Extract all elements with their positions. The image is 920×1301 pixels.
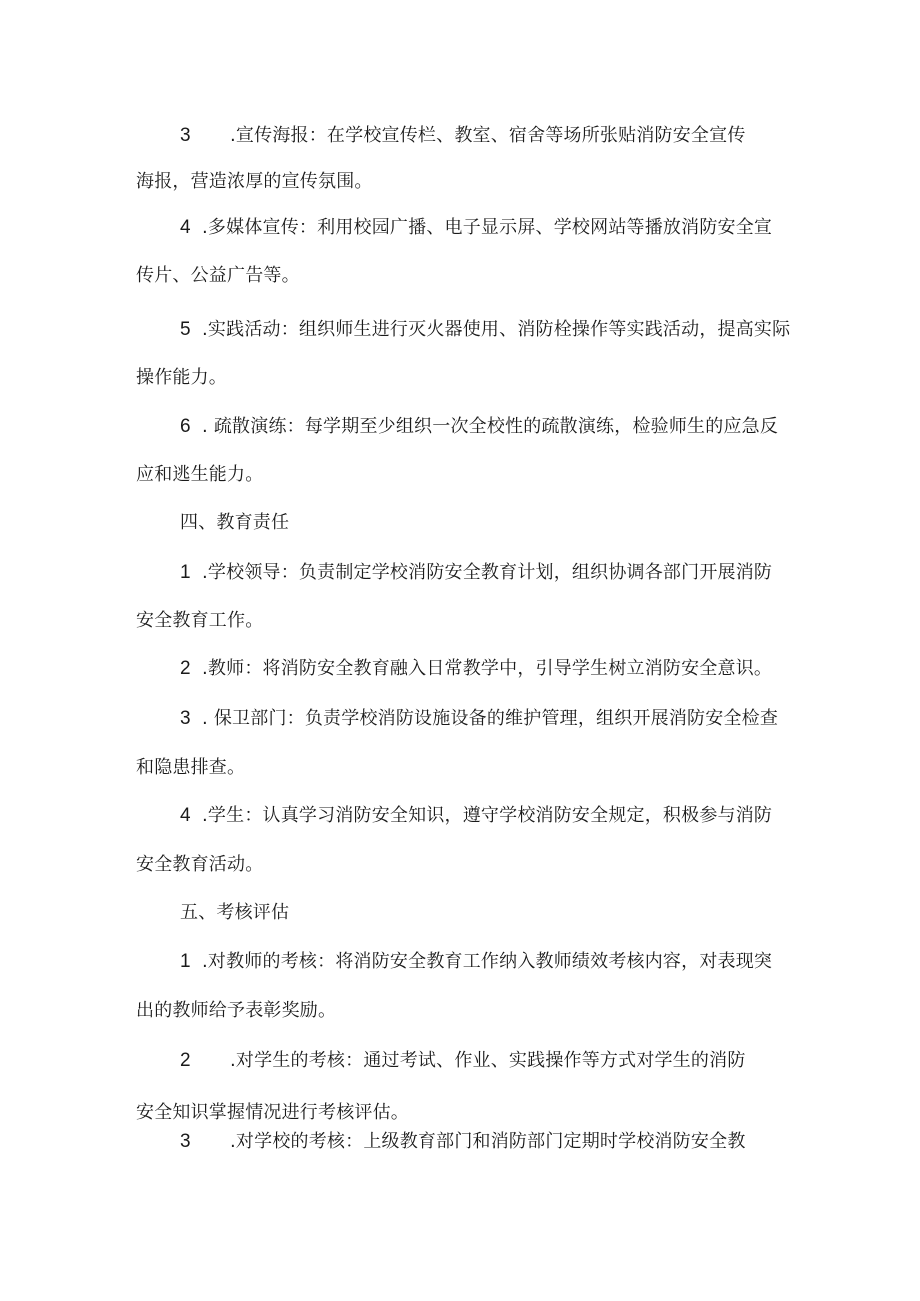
list-number: 6 bbox=[180, 416, 191, 437]
paragraph-line: 应和逃生能力。 bbox=[136, 464, 264, 485]
list-number: 3 bbox=[180, 1131, 191, 1152]
list-number: 3 bbox=[180, 125, 191, 146]
paragraph-text: . 保卫部门：负责学校消防设施设备的维护管理，组织开展消防安全检查 bbox=[202, 708, 779, 729]
list-number: 2 bbox=[180, 658, 191, 679]
paragraph-line bbox=[180, 804, 772, 828]
paragraph-line bbox=[180, 561, 772, 585]
paragraph-text: .对学校的考核：上级教育部门和消防部门定期时学校消防安全教 bbox=[230, 1131, 746, 1152]
paragraph-line: 海报，营造浓厚的宣传氛围。 bbox=[136, 171, 373, 192]
list-number: 1 bbox=[180, 562, 191, 583]
paragraph-text: .学生：认真学习消防安全知识，遵守学校消防安全规定，积极参与消防 bbox=[202, 805, 773, 826]
paragraph-line: 和隐患排查。 bbox=[136, 757, 246, 778]
section-heading: 四、教育责任 bbox=[180, 512, 290, 533]
paragraph-line: 安全教育活动。 bbox=[136, 854, 264, 875]
paragraph-text: .对学生的考核：通过考试、作业、实践操作等方式对学生的消防 bbox=[230, 1050, 746, 1071]
list-number: 3 bbox=[180, 708, 191, 729]
list-number: 2 bbox=[180, 1050, 191, 1071]
paragraph-line bbox=[180, 415, 778, 439]
paragraph-text: .实践活动：组织师生进行灭火器使用、消防栓操作等实践活动，提高实际 bbox=[202, 319, 791, 340]
paragraph-line bbox=[180, 124, 746, 148]
paragraph-text: .教师：将消防安全教育融入日常教学中，引导学生树立消防安全意识。 bbox=[202, 658, 773, 679]
paragraph-line: 传片、公益广告等。 bbox=[136, 265, 300, 286]
paragraph-line: 出的教师给予表彰奖励。 bbox=[136, 1000, 337, 1021]
paragraph-line bbox=[180, 1130, 746, 1154]
list-number: 5 bbox=[180, 319, 191, 340]
section-heading: 五、考核评估 bbox=[180, 902, 290, 923]
paragraph-line bbox=[180, 1049, 746, 1073]
paragraph-text: .宣传海报：在学校宣传栏、教室、宿舍等场所张贴消防安全宣传 bbox=[230, 125, 746, 146]
paragraph-text: .对教师的考核：将消防安全教育工作纳入教师绩效考核内容，对表现突 bbox=[202, 951, 773, 972]
paragraph-line bbox=[180, 216, 772, 240]
paragraph-line: 安全教育工作。 bbox=[136, 610, 264, 631]
list-number: 4 bbox=[180, 217, 191, 238]
paragraph-text: .学校领导：负责制定学校消防安全教育计划，组织协调各部门开展消防 bbox=[202, 562, 773, 583]
paragraph-line bbox=[180, 318, 790, 342]
paragraph-line: 操作能力。 bbox=[136, 367, 227, 388]
paragraph-text: . 疏散演练：每学期至少组织一次全校性的疏散演练，检验师生的应急反 bbox=[202, 416, 779, 437]
paragraph-text: .多媒体宣传：利用校园广播、电子显示屏、学校网站等播放消防安全宣 bbox=[202, 217, 773, 238]
paragraph-line bbox=[180, 657, 772, 681]
paragraph-line: 安全知识掌握情况进行考核评估。 bbox=[136, 1102, 409, 1123]
paragraph-line bbox=[180, 707, 778, 731]
paragraph-line bbox=[180, 950, 772, 974]
list-number: 1 bbox=[180, 951, 191, 972]
list-number: 4 bbox=[180, 805, 191, 826]
